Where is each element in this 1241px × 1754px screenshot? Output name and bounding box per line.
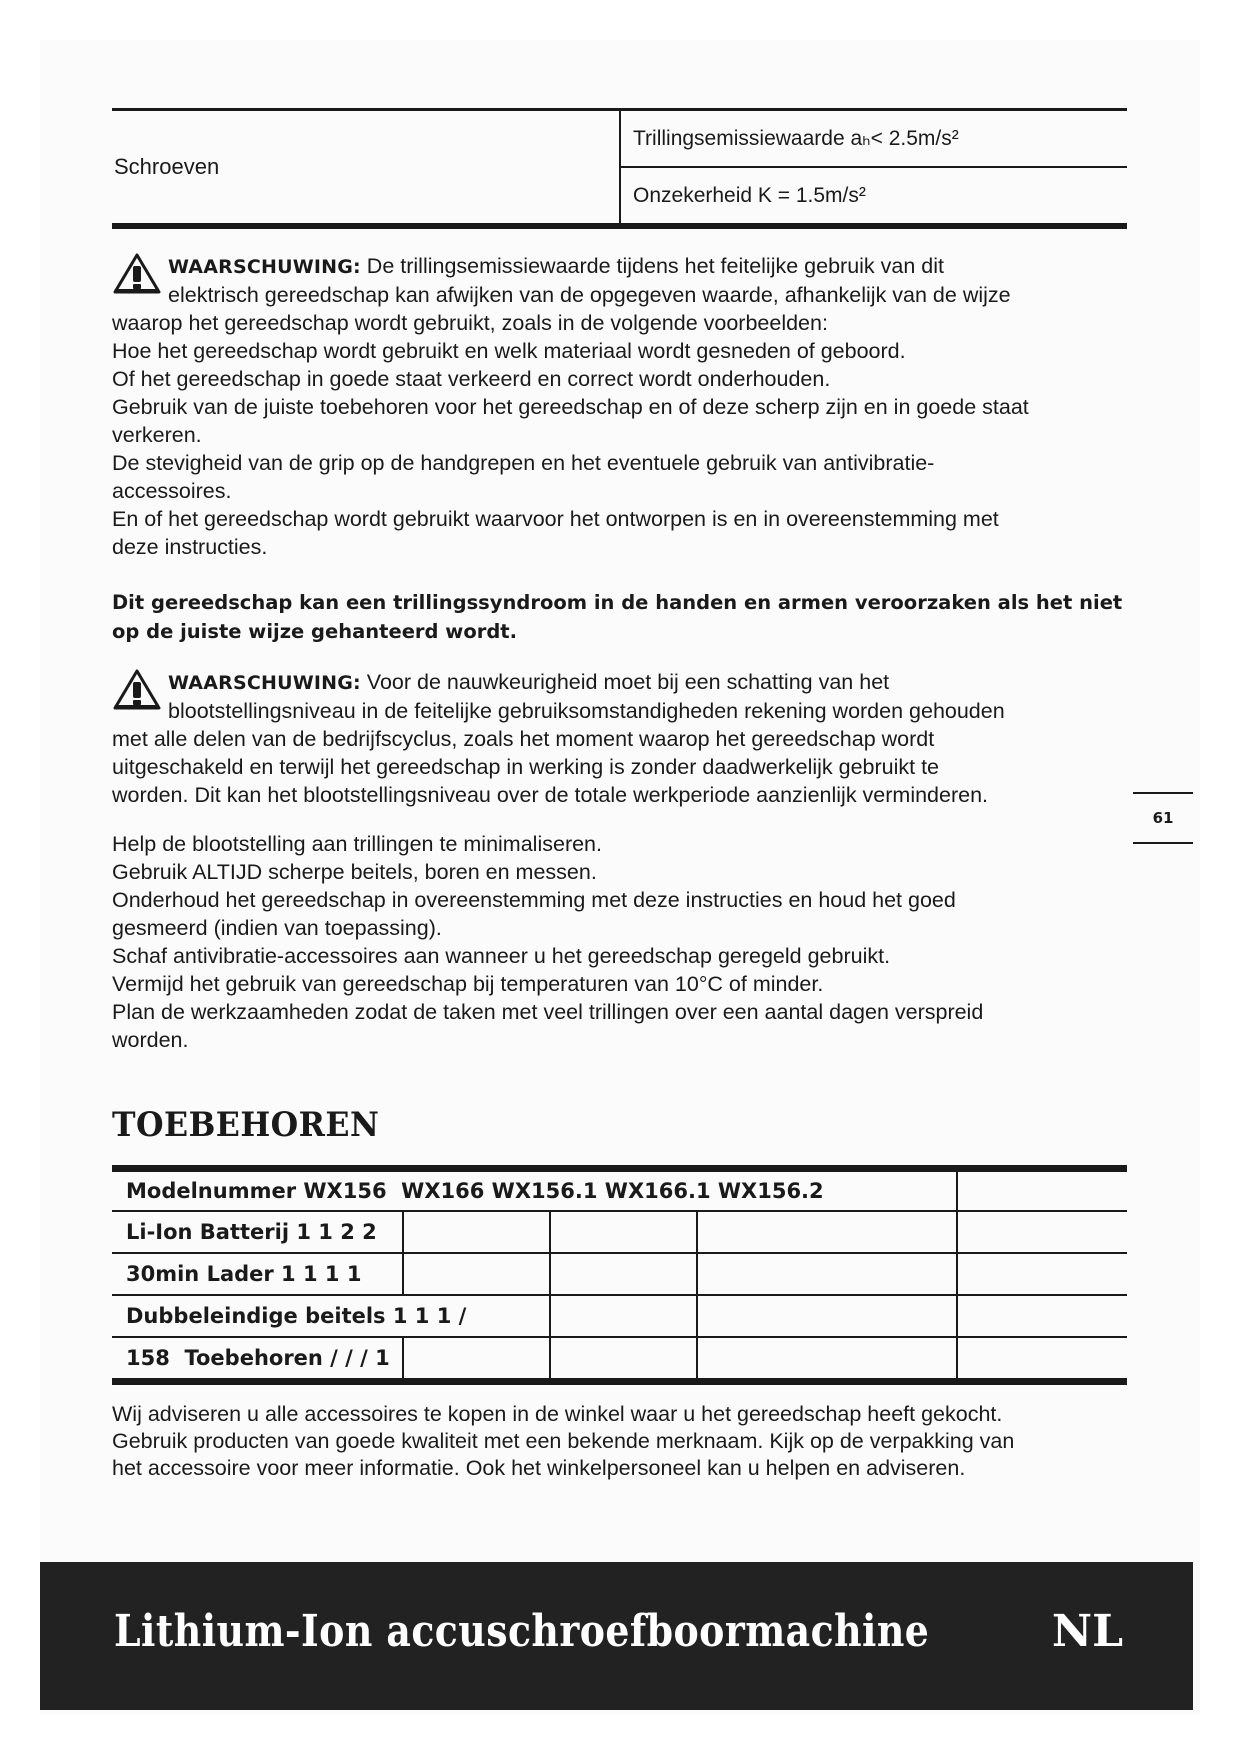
table-cell: Li-Ion Batterij 1 1 2 2	[126, 1220, 377, 1244]
section-title: TOEBEHOREN	[112, 1105, 380, 1145]
table-row	[112, 1210, 1127, 1252]
vibration-syndrome-note: Dit gereedschap kan een trillingssyndroom in de handen en armen veroorzaken als het niet op de juiste wijze gehanteerd wordt.	[112, 591, 1123, 643]
table-cell: 158 Toebehoren / / / 1	[126, 1346, 390, 1370]
vibration-mode-label: Schroeven	[112, 111, 621, 223]
advice-line: Wij adviseren u alle accessoires te kopen in de winkel waar u het gereedschap heeft gekocht.	[112, 1402, 1003, 1426]
tip-line: Gebruik ALTIJD scherpe beitels, boren en messen.	[112, 860, 597, 884]
table-row	[112, 1336, 1127, 1378]
table-cell: Dubbeleindige beitels 1 1 1 /	[126, 1304, 467, 1328]
warning-text: De trillingsemissiewaarde tijdens het feitelijke gebruik van dit	[360, 254, 944, 278]
warning-label: WAARSCHUWING:	[168, 672, 361, 694]
table-row	[112, 1252, 1127, 1294]
table-cell: Modelnummer WX156 WX166 WX156.1 WX166.1 WX156.2	[126, 1179, 824, 1203]
warning-text: elektrisch gereedschap kan afwijken van de opgegeven waarde, afhankelijk van de wijze	[168, 283, 1011, 307]
tip-line: worden.	[112, 1028, 189, 1052]
vibration-uncertainty-value: Onzekerheid K = 1.5m/s²	[621, 166, 1127, 223]
warning-text: De stevigheid van de grip op de handgrepen en het eventuele gebruik van antivibratie-	[112, 451, 935, 475]
vibration-emission-value: Trillingsemissiewaarde aₕ< 2.5m/s²	[633, 127, 959, 150]
advice-line: het accessoire voor meer informatie. Ook het winkelpersoneel kan u helpen en adviseren.	[112, 1456, 966, 1480]
tip-line: Plan de werkzaamheden zodat de taken met veel trillingen over een aantal dagen verspreid	[112, 1000, 984, 1024]
warning-text: Gebruik van de juiste toebehoren voor het gereedschap en of deze scherp zijn en in goede staat	[112, 395, 1029, 419]
warning-text: deze instructies.	[112, 535, 268, 559]
tip-line: Onderhoud het gereedschap in overeenstemming met deze instructies en houd het goed	[112, 888, 956, 912]
warning-text: waarop het gereedschap wordt gebruikt, zoals in de volgende voorbeelden:	[112, 311, 828, 335]
tip-line: gesmeerd (indien van toepassing).	[112, 916, 442, 940]
warning-text: En of het gereedschap wordt gebruikt waarvoor het ontworpen is en in overeenstemming met	[112, 507, 999, 531]
warning-block-2	[112, 668, 1132, 809]
warning-triangle-icon	[112, 252, 162, 298]
tip-line: Schaf antivibratie-accessoires aan wanneer u het gereedschap geregeld gebruikt.	[112, 944, 891, 968]
warning-text: verkeren.	[112, 423, 202, 447]
tip-line: Vermijd het gebruik van gereedschap bij temperaturen van 10°C of minder.	[112, 972, 824, 996]
page-number: 61	[1133, 792, 1193, 844]
footer-bar	[40, 1562, 1193, 1710]
warning-triangle-icon	[112, 668, 162, 714]
warning-text: Of het gereedschap in goede staat verkeerd en correct wordt onderhouden.	[112, 367, 831, 391]
warning-block-1	[112, 252, 1132, 561]
advice-paragraph	[112, 1401, 1132, 1482]
advice-line: Gebruik producten van goede kwaliteit met een bekende merknaam. Kijk op de verpakking van	[112, 1429, 1015, 1453]
warning-text: met alle delen van de bedrijfscyclus, zoals het moment waarop het gereedschap wordt	[112, 727, 935, 751]
accessories-table	[112, 1165, 1127, 1385]
tips-list	[112, 830, 1132, 1054]
table-row	[112, 1294, 1127, 1336]
table-cell: 30min Lader 1 1 1 1	[126, 1262, 362, 1286]
tip-line: Help de blootstelling aan trillingen te minimaliseren.	[112, 832, 602, 856]
footer-title: Lithium-Ion accuschroefboormachine	[114, 1606, 930, 1657]
warning-text: Voor de nauwkeurigheid moet bij een schatting van het	[360, 670, 890, 694]
warning-text: worden. Dit kan het blootstellingsniveau over de totale werkperiode aanzienlijk verminderen.	[112, 783, 989, 807]
warning-label: WAARSCHUWING:	[168, 256, 361, 278]
warning-text: blootstellingsniveau in de feitelijke gebruiksomstandigheden rekening worden gehouden	[168, 699, 1005, 723]
table-row	[112, 1172, 1127, 1210]
warning-text: uitgeschakeld en terwijl het gereedschap in werking is zonder daadwerkelijk gebruikt te	[112, 755, 940, 779]
warning-text: Hoe het gereedschap wordt gebruikt en welk materiaal wordt gesneden of geboord.	[112, 339, 906, 363]
warning-text: accessoires.	[112, 479, 232, 503]
vibration-table	[112, 108, 1127, 229]
language-code: NL	[1051, 1606, 1123, 1657]
